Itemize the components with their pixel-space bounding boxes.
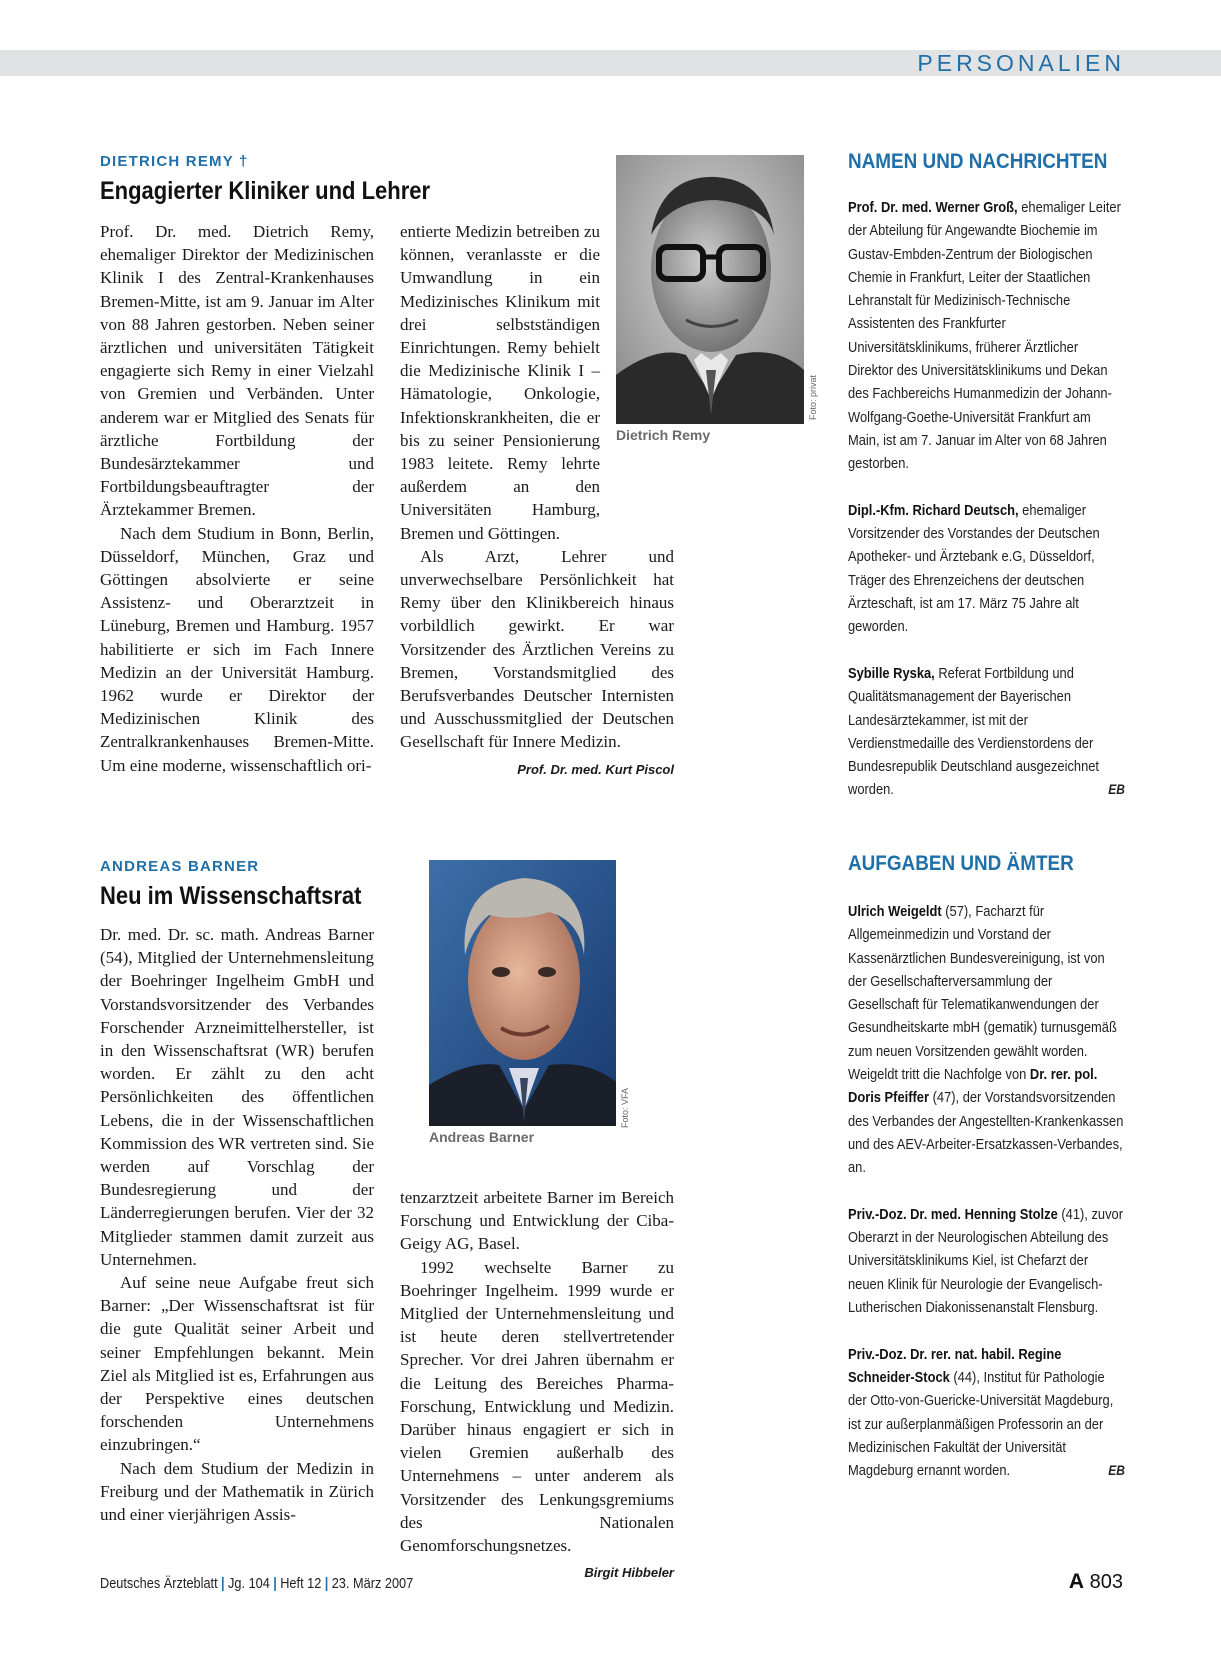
footer-citation bbox=[100, 1575, 413, 1592]
news-text: (41), zuvor Oberarzt in der Neurologischen Abteilung des Universitätsklinikums Kiel, ist Chefarzt der neuen Klinik für Neurologie der Evangelisch-Lutherischen Diakonissenanstalt Flensburg. bbox=[848, 1205, 1124, 1317]
issue-date: 23. März 2007 bbox=[331, 1575, 414, 1592]
news-text: ehemaliger Vorsitzender des Vorstandes der Deutschen Apotheker- und Ärztebank e.G, Düsseldorf, Träger des Ehrenzeichens der deutschen Ärzteschaft, ist am 17. März 75 Jahre alt geworden. bbox=[848, 501, 1100, 636]
person-name: Priv.-Doz. Dr. rer. nat. habil. Regine Schneider-Stock bbox=[848, 1345, 1062, 1386]
news-item bbox=[848, 662, 1125, 802]
sidebar-namen-und-nachrichten bbox=[848, 196, 1124, 802]
person-name: Dr. rer. pol. Doris Pfeiffer bbox=[848, 1066, 1098, 1107]
paragraph: tenzarztzeit arbeitete Barner im Bereich Forschung und Entwicklung der Ciba-Geigy AG, Basel. bbox=[400, 1188, 674, 1254]
sidebar2-signature: EB bbox=[1108, 1462, 1125, 1479]
news-text: (47), der Vorstandsvorsitzenden des Verbandes der Angestellten-Krankenkassen und des AEV-Arbeiter-Ersatzkassen-Verbandes, an. bbox=[848, 1089, 1124, 1177]
paragraph-text: Als Arzt, Lehrer und unverwechselbare Persönlichkeit hat Remy über den Klinikbereich hinaus vorbildlich gewirkt. Er war Vorsitzender des Ärztlichen Vereins zu Bremen, Vorstandsmitglied des Berufsverbandes Deutscher Internisten und Ausschussmitglied der Deutschen Gesellschaft für Innere Medizin. bbox=[400, 546, 674, 752]
paragraph bbox=[400, 1256, 674, 1581]
dietrich-remy-caption: Dietrich Remy bbox=[616, 427, 711, 443]
dietrich-remy-photo-credit: Foto: privat bbox=[808, 374, 818, 420]
news-text: ehemaliger Leiter der Abteilung für Angewandte Biochemie im Gustav-Embden-Zentrum der Biologischen Chemie in Frankfurt, Leiter der Staatlichen Lehranstalt für Medizinisch-Technische Assistenten des Frankfurter Universitätsklinikums, früherer Ärztlicher Direktor des Universitätsklinikums und Dekan des Fachbereichs Humanmedizin der Johann-Wolfgang-Goethe-Universität Frankfurt am Main, ist am 7. Januar im Alter von 68 Jahren gestorben. bbox=[848, 199, 1121, 473]
news-item bbox=[848, 1343, 1125, 1483]
separator: | bbox=[273, 1575, 277, 1592]
news-text: Referat Fortbildung und Qualitätsmanagement der Bayerischen Landesärztekammer, ist mit der Verdienstmedaille des Verdienstordens der Bundesrepublik Deutschland ausgezeichnet worden. bbox=[848, 664, 1100, 799]
article1-column-2 bbox=[400, 220, 674, 781]
news-item bbox=[848, 196, 1125, 476]
sidebar1-signature: EB bbox=[1108, 781, 1125, 798]
article2-byline: Birgit Hibbeler bbox=[584, 1565, 674, 1581]
article1-byline: Prof. Dr. med. Kurt Piscol bbox=[517, 761, 674, 777]
article1-column-1 bbox=[100, 220, 374, 777]
paragraph: Prof. Dr. med. Dietrich Remy, ehemaliger Direktor der Medizinischen Klinik I des Zentral-Krankenhauses Bremen-Mitte, ist am 9. Januar im Alter von 88 Jahren gestorben. Neben seiner ärztlichen und universitäten Tätigkeit engagierte sich Remy in einer Vielzahl von Gremien und Verbänden. Unter anderem war er Mitglied des Senats für ärztliche Fortbildung der Bundesärztekammer und Fortbildungsbeauftragter der Ärztekammer Bremen. bbox=[100, 222, 374, 520]
news-item bbox=[848, 1203, 1125, 1319]
andreas-barner-photo bbox=[429, 860, 616, 1126]
paragraph bbox=[400, 545, 674, 777]
volume: Jg. 104 bbox=[228, 1575, 270, 1592]
article1-headline: Engagierter Kliniker und Lehrer bbox=[100, 177, 431, 205]
journal-name: Deutsches Ärzteblatt bbox=[100, 1575, 218, 1592]
person-name: Priv.-Doz. Dr. med. Henning Stolze bbox=[848, 1205, 1058, 1223]
separator: | bbox=[324, 1575, 329, 1592]
section-title: PERSONALIEN bbox=[917, 50, 1125, 76]
article1-kicker: DIETRICH REMY † bbox=[100, 153, 249, 170]
article2-kicker: ANDREAS BARNER bbox=[100, 858, 260, 875]
andreas-barner-photo-credit: Foto: VFA bbox=[620, 1087, 630, 1128]
andreas-barner-caption: Andreas Barner bbox=[429, 1129, 535, 1145]
separator: | bbox=[221, 1575, 225, 1592]
page-number-value: 803 bbox=[1089, 1571, 1123, 1593]
person-name: Ulrich Weigeldt bbox=[848, 903, 942, 920]
sidebar-heading-namen-und-nachrichten: NAMEN UND NACHRICHTEN bbox=[848, 150, 1108, 173]
news-item bbox=[848, 499, 1125, 639]
news-item bbox=[848, 900, 1125, 1180]
article2-headline: Neu im Wissenschaftsrat bbox=[100, 882, 362, 910]
paragraph: Dr. med. Dr. sc. math. Andreas Barner (54), Mitglied der Unternehmensleitung der Boehringer Ingelheim GmbH und Vorstandsvorsitzender des Verbandes Forschender Arzneimittelhersteller, ist in den Wissenschaftsrat (WR) berufen worden. Er zählt zu den acht Persönlichkeiten des öffentlichen Lebens, die in der Wissenschaftlichen Kommission des WR vertreten sind. Sie werden auf Vorschlag der Bundesregierung und der Länderregierungen berufen. Vier der 32 Mitglieder stammen damit zurzeit aus Unternehmen. bbox=[100, 925, 374, 1269]
paragraph-text: 1992 wechselte Barner zu Boehringer Ingelheim. 1999 wurde er Mitglied der Unternehmensleitung und ist heute deren stellvertretender Sprecher. Vor drei Jahren übernahm er die Leitung des Bereiches Pharma-Forschung, Entwicklung und Medizin. Darüber hinaus engagiert er sich in vielen Gremien außerhalb des Unternehmens – unter anderem als Vorsitzender des Lenkungsgremiums des Nationalen Genomforschungsnetzes. bbox=[400, 1257, 674, 1556]
page-number bbox=[1069, 1570, 1123, 1594]
person-name: Prof. Dr. med. Werner Groß, bbox=[848, 199, 1018, 216]
news-text: (57), Facharzt für Allgemeinmedizin und Vorstand der Kassenärztlichen Bundesvereinigung, ist von der Gesellschafterversammlung der Gesellschaft für Telematikanwendungen der Gesundheitskarte mbH (gematik) turnusgemäß zum neuen Vorsitzenden gewählt worden. Weigeldt tritt die Nachfolge von bbox=[848, 903, 1117, 1084]
sidebar-heading-aufgaben-und-aemter: AUFGABEN UND ÄMTER bbox=[848, 852, 1074, 875]
issue: Heft 12 bbox=[280, 1575, 322, 1592]
paragraph: Auf seine neue Aufgabe freut sich Barner: „Der Wissenschaftsrat ist für die gute Qualität seiner Arbeit und seiner Empfehlungen bekannt. Mein Ziel als Mitglied ist es, Erfahrungen aus der Perspektive eines deutschen forschenden Unternehmens einzubringen.“ bbox=[100, 1273, 374, 1455]
person-name: Dipl.-Kfm. Richard Deutsch, bbox=[848, 501, 1019, 519]
paragraph: Nach dem Studium in Bonn, Berlin, Düsseldorf, München, Graz und Göttingen absolvierte er seine Assistenz- und Oberarztzeit in Lüneburg, Bremen und Hamburg. 1957 habilitierte er sich im Fach Innere Medizin an der Universität Hamburg. 1962 wurde er Direktor der Medizinischen Klinik des Zentralkrankenhauses Bremen-Mitte. Um eine moderne, wissenschaftlich ori- bbox=[100, 523, 374, 775]
paragraph-text: entierte Medizin betreiben zu können, veranlasste er die Umwandlung in ein Medizinisches Klinikum mit drei selbstständigen Einrichtungen. Remy behielt die Medizinische Klinik I – Hämatologie, Onkologie, Infektionskrankheiten, die er bis zu seiner Pensionierung 1983 leitete. Remy lehrte außerdem an den Universitäten Hamburg, Bremen und Göttingen. bbox=[400, 222, 600, 543]
paragraph: Nach dem Studium der Medizin in Freiburg und der Mathematik in Zürich und einer vierjährigen Assis- bbox=[100, 1458, 374, 1525]
news-text: (44), Institut für Pathologie der Otto-von-Guericke-Universität Magdeburg, ist zur außerplanmäßigen Professorin an der Medizinischen Fakultät der Universität Magdeburg ernannt worden. bbox=[848, 1368, 1114, 1480]
article2-column-1 bbox=[100, 923, 374, 1526]
sidebar-aufgaben-und-aemter bbox=[848, 900, 1124, 1482]
person-name: Sybille Ryska, bbox=[848, 664, 935, 682]
article2-column-2 bbox=[400, 1186, 674, 1584]
page-prefix: A bbox=[1068, 1570, 1085, 1593]
